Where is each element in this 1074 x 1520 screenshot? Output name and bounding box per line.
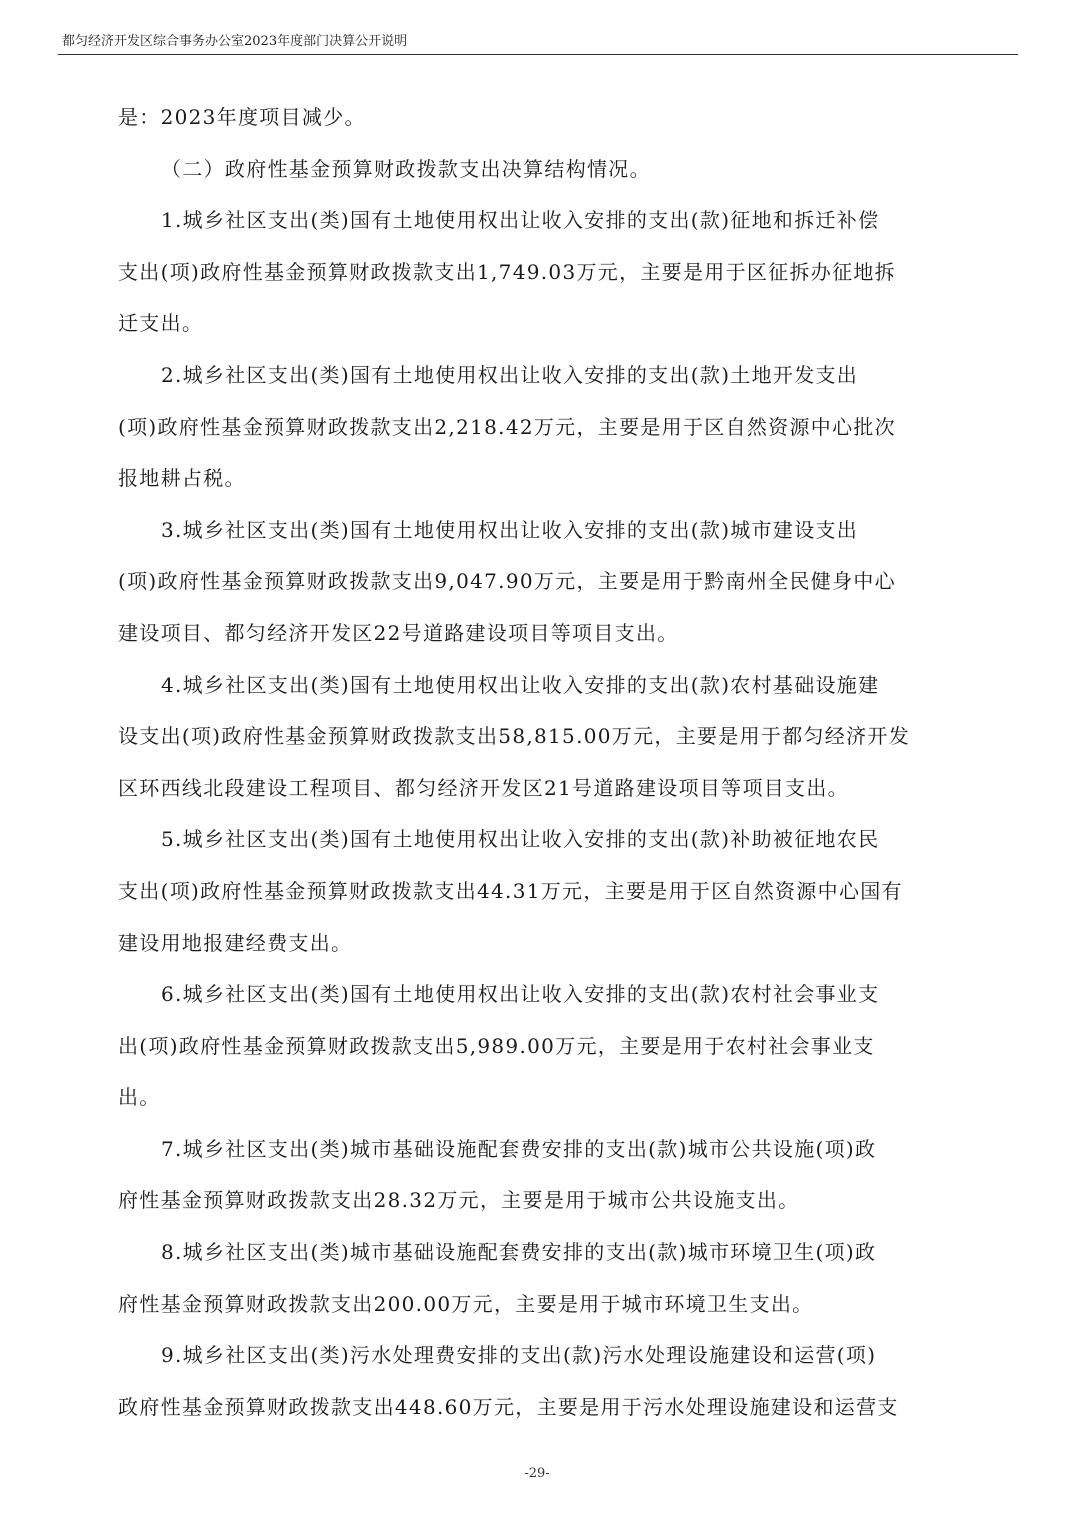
document-body [118,92,958,1433]
page-number: -29- [524,1466,550,1481]
text-line: 报地耕占税。 [118,466,246,491]
text-line: 区环西线北段建设工程项目、都匀经济开发区21号道路建设项目等项目支出。 [118,775,849,800]
text-line: 支出(项)政府性基金预算财政拨款支出1,749.03万元，主要是用于区征拆办征地拆 [118,259,896,284]
text-line: 3.城乡社区支出(类)国有土地使用权出让收入安排的支出(款)城市建设支出 [161,517,859,542]
text-line: 府性基金预算财政拨款支出28.32万元，主要是用于城市公共设施支出。 [118,1188,800,1213]
text-line: (项)政府性基金预算财政拨款支出9,047.90万元，主要是用于黔南州全民健身中心 [118,569,896,594]
text-line: 是：2023年度项目减少。 [118,105,366,129]
text-line: 5.城乡社区支出(类)国有土地使用权出让收入安排的支出(款)补助被征地农民 [161,827,880,852]
header-divider [58,54,1018,55]
text-line: 8.城乡社区支出(类)城市基础设施配套费安排的支出(款)城市环境卫生(项)政 [161,1240,877,1265]
text-line: 2.城乡社区支出(类)国有土地使用权出让收入安排的支出(款)土地开发支出 [161,362,859,387]
text-line: 建设用地报建经费支出。 [118,930,353,955]
text-line: 支出(项)政府性基金预算财政拨款支出44.31万元，主要是用于区自然资源中心国有 [118,878,903,903]
text-line: 迁支出。 [118,311,204,336]
text-line: （二）政府性基金预算财政拨款支出决算结构情况。 [161,156,651,181]
text-line: 7.城乡社区支出(类)城市基础设施配套费安排的支出(款)城市公共设施(项)政 [161,1136,877,1161]
text-line: (项)政府性基金预算财政拨款支出2,218.42万元，主要是用于区自然资源中心批次 [118,414,896,439]
text-line: 设支出(项)政府性基金预算财政拨款支出58,815.00万元，主要是用于都匀经济开发 [118,724,910,749]
text-line: 府性基金预算财政拨款支出200.00万元，主要是用于城市环境卫生支出。 [118,1291,814,1316]
text-line: 9.城乡社区支出(类)污水处理费安排的支出(款)污水处理设施建设和运营(项) [161,1343,877,1368]
text-line: 政府性基金预算财政拨款支出448.60万元，主要是用于污水处理设施建设和运营支 [118,1394,899,1419]
text-line: 1.城乡社区支出(类)国有土地使用权出让收入安排的支出(款)征地和拆迁补偿 [161,208,880,233]
text-line: 建设项目、都匀经济开发区22号道路建设项目等项目支出。 [118,620,679,645]
text-line: 出。 [118,1085,161,1110]
text-line: 6.城乡社区支出(类)国有土地使用权出让收入安排的支出(款)农村社会事业支 [161,982,880,1007]
text-line: 出(项)政府性基金预算财政拨款支出5,989.00万元，主要是用于农村社会事业支 [118,1033,875,1058]
page-header-title: 都匀经济开发区综合事务办公室2023年度部门决算公开说明 [62,34,408,49]
text-line: 4.城乡社区支出(类)国有土地使用权出让收入安排的支出(款)农村基础设施建 [161,672,880,697]
